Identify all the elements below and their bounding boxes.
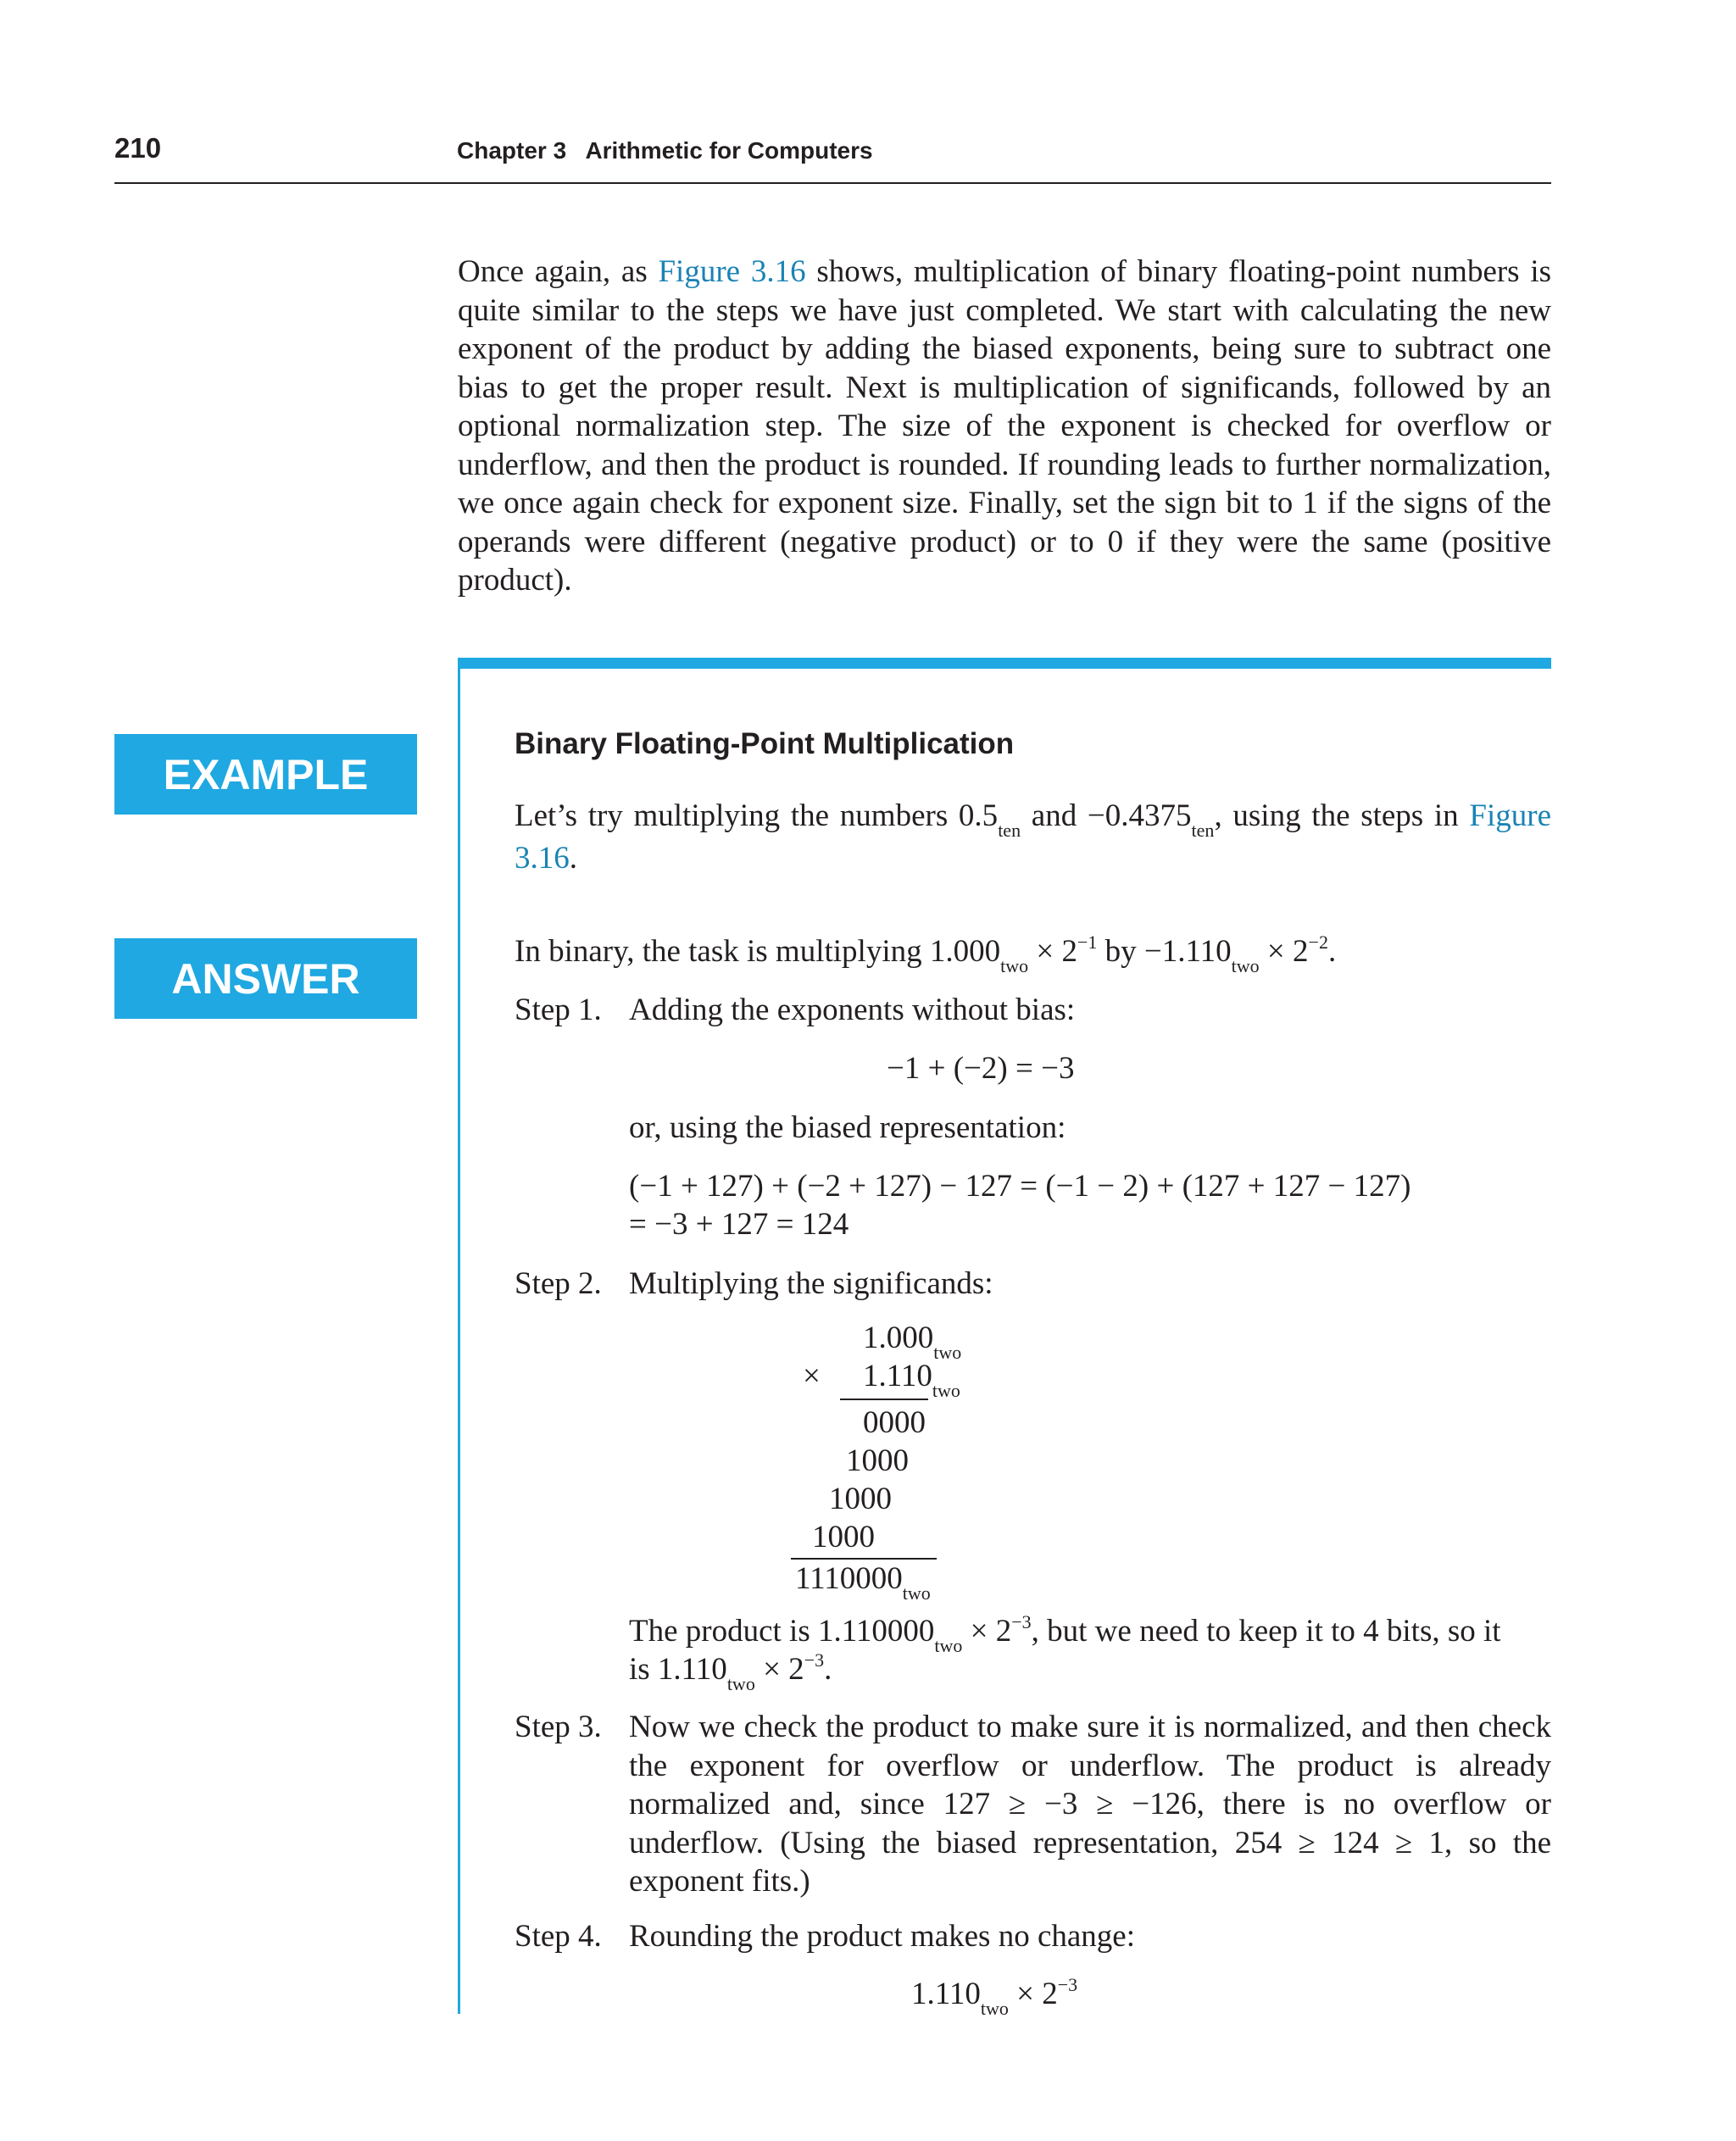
step1-equation: −1 + (−2) = −3 [887,1051,1075,1086]
answer-intro: In binary, the task is multiplying $1.000_{two} \times 2^{-1}$ by $-1.110_{two} \times 2^{-2}$. [515,931,1337,976]
product-binary: $1110000_{two}$ [795,1561,931,1604]
step4-text: Rounding the product makes no change: [629,1919,1136,1954]
step2-result-line1: The product is $1.110000_{two} \times 2^{-3}$, but we need to keep it to 4 bits, so it [629,1611,1501,1656]
step2-result-line2: is $1.110_{two} \times 2^{-3}$. [629,1649,832,1694]
page-header [114,127,1551,184]
multiplication-rule [840,1399,928,1400]
example-box-top-bar [458,658,1551,669]
step4-result: $1.110_{two} \times 2^{-3}$ [911,1974,1078,2019]
page-number: 210 [114,132,162,164]
figure-link[interactable]: Figure 3.16 [658,254,806,289]
example-tag: EXAMPLE [114,734,417,815]
partial-product-2: 1000 [829,1482,892,1516]
figure-link-example[interactable]: Figure 3.16 [515,798,1551,876]
step1-equation2: (−1 + 127) + (−2 + 127) − 127 = (−1 − 2) + (127 + 127 − 127) [629,1169,1411,1204]
partial-product-1: 1000 [846,1443,909,1478]
step2-text: Multiplying the significands: [629,1266,993,1301]
step1-text2: or, using the biased representation: [629,1110,1066,1145]
example-box-left-rule [458,658,460,2014]
answer-tag: ANSWER [114,938,417,1019]
times-sign: × [803,1359,821,1393]
running-head: Chapter 3 Arithmetic for Computers [457,137,873,164]
intro-paragraph: Once again, as Figure 3.16 shows, multiplication of binary floating-point numbers is quite similar to the steps we have just completed. We start with calculating the new exponent of the product by adding the biased exponents, being sure to subtract one bias to get the proper result. Next is multiplication of significands, followed by an optional normalization step. The size of the exponent is checked for overflow or underflow, and then the product is rounded. If rounding leads to further normalization, we once again check for exponent size. Finally, set the sign bit to 1 if the signs of the operands were different (negative product) or to 0 if they were the same (positive product). [458,254,1551,598]
step3-label: Step 3. [515,1710,602,1744]
multiplier: $1.110_{two}$ [863,1359,960,1401]
step3-text: Now we check the product to make sure it is normalized, and then check the exponent for overflow or underflow. The product is already normalized and, since 127 ≥ −3 ≥ −126, there is no overflow or underflow. (Using the biased representation, 254 ≥ 124 ≥ 1, so the exponent fits.) [629,1710,1551,1899]
step4-label: Step 4. [515,1919,602,1954]
example-title: Binary Floating-Point Multiplication [515,727,1015,760]
step1-label: Step 1. [515,993,602,1027]
partial-product-0: 0000 [863,1405,926,1440]
multiplicand: $1.000_{two}$ [863,1321,962,1363]
step1-equation3: = −3 + 127 = 124 [629,1207,849,1242]
step2-label: Step 2. [515,1266,602,1301]
example-text: Let’s try multiplying the numbers $0.5_{ten}$ and $-0.4375_{ten}$, using the steps in Figure 3.16. [515,798,1551,876]
step1-text: Adding the exponents without bias: [629,993,1076,1027]
partial-product-3: 1000 [812,1520,875,1554]
